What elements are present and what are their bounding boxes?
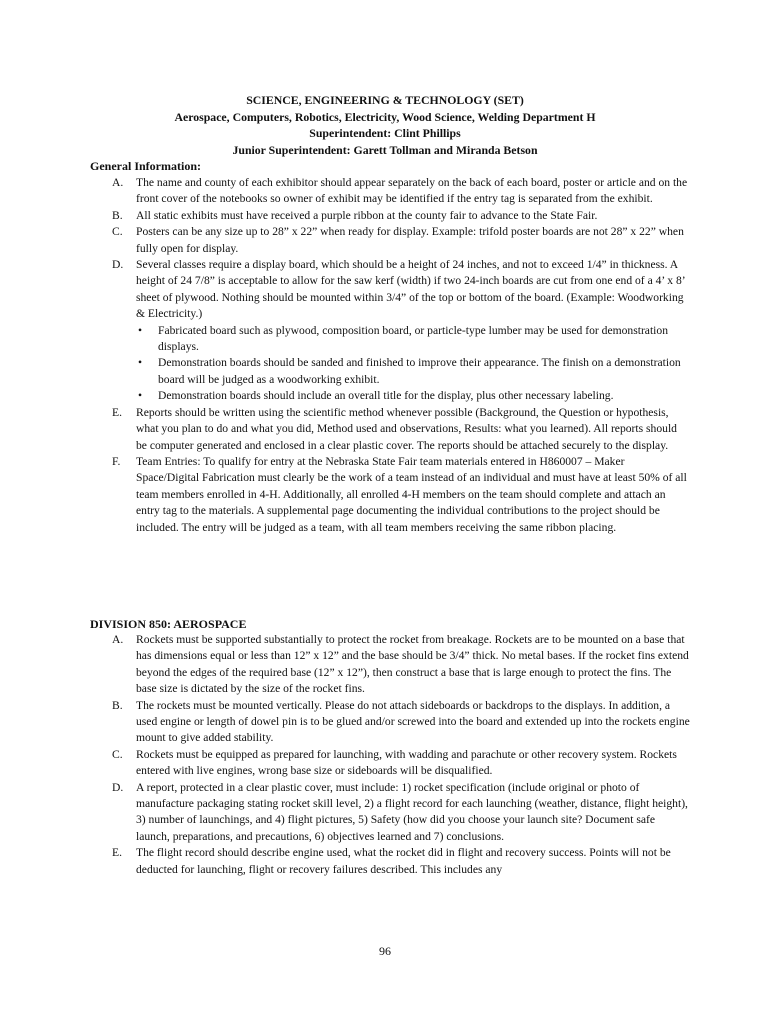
- list-item-text: The name and county of each exhibitor should appear separately on the back of each board, poster or article and on the front cover of the notebooks so owner of exhibit may be identified if the entry tag is separated from the exhibit.: [136, 176, 688, 206]
- list-marker: E.: [112, 405, 122, 419]
- list-item: [90, 405, 690, 454]
- list-item: [90, 175, 690, 208]
- bullet-item: [136, 355, 690, 388]
- list-item: [90, 208, 690, 224]
- header-junior-superintendent: Junior Superintendent: Garett Tollman and Miranda Betson: [232, 142, 538, 157]
- list-item: [90, 454, 690, 536]
- list-item-text: Reports should be written using the scientific method whenever possible (Background, the Question or hypothesis, what you plan to do and what you did, Method used and observations, Results: what you learned). All reports should be computer generated and enclosed in a clear plastic cover. The reports should be attached securely to the display.: [136, 405, 677, 452]
- list-item: [90, 780, 690, 846]
- list-marker: A.: [112, 176, 124, 189]
- list-item-text: Team Entries: To qualify for entry at the Nebraska State Fair team materials entered in H860007 – Maker Space/Digital Fabrication must clearly be the work of a team instead of an individual and must have at least 50% of all team members enrolled in 4-H. Additionally, all enrolled 4-H members on the team should complete and attach an entry tag to the materials. A supplemental page documenting the individual contributions to the project should be included. The entry will be judged as a team, with all team members receiving the same ribbon placing.: [136, 454, 687, 534]
- bullet-text: Fabricated board such as plywood, composition board, or particle-type lumber may be used for demonstration displays.: [158, 323, 668, 354]
- list-marker: D.: [112, 258, 124, 272]
- list-item-text: Rockets must be supported substantially to protect the rocket from breakage. Rockets are to be mounted on a base that has dimensions equal or less than 12” x 12” and the base should be 3/4” thick. No metal bases. If the rocket fins extend beyond the edges of the required base (12” x 12”), then construct a base that is large enough to protect the fins. The base size is dictated by the size of the rocket fins.: [136, 633, 689, 696]
- list-marker: C.: [112, 747, 123, 761]
- list-item-text: All static exhibits must have received a purple ribbon at the county fair to advance to the State Fair.: [136, 208, 598, 222]
- list-item-text: Posters can be any size up to 28” x 22” when ready for display. Example: trifold poster boards are not 28” x 22” when fully open for display.: [136, 225, 684, 255]
- list-item: [90, 224, 690, 257]
- bullet-item: [136, 323, 690, 356]
- list-marker: C.: [112, 225, 123, 239]
- general-information-heading: General Information:: [90, 159, 201, 173]
- bullet-text: Demonstration boards should include an overall title for the display, plus other necessary labeling.: [158, 389, 614, 403]
- list-item-text: Several classes require a display board, which should be a height of 24 inches, and not to exceed 1/4” in thickness. A height of 24 7/8” is acceptable to allow for the saw kerf (width) if two 24-inch boards are cut from one end of a 4’ x 8’ sheet of plywood. Nothing should be mounted within 3/4” of the top or bottom of the board. (Example: Woodworking & Electricity.): [136, 258, 685, 321]
- bullet-text: Demonstration boards should be sanded and finished to improve their appearance. The finish on a demonstration board will be judged as a woodworking exhibit.: [158, 356, 681, 386]
- list-item: [90, 632, 690, 698]
- list-marker: A.: [112, 633, 124, 646]
- list-item-text: Rockets must be equipped as prepared for launching, with wadding and parachute or other recovery system. Rockets entered with live engines, wrong base size or sideboards will be disqualified.: [136, 747, 677, 778]
- list-marker: B.: [112, 208, 123, 222]
- division-heading: DIVISION 850: AEROSPACE: [90, 617, 247, 631]
- bullet-icon: •: [138, 323, 143, 337]
- list-marker: E.: [112, 846, 122, 860]
- division-list: [90, 632, 690, 878]
- list-item: [90, 698, 690, 747]
- list-marker: F.: [112, 454, 121, 468]
- document-header: [0, 92, 770, 158]
- general-information-list: [90, 175, 690, 536]
- list-item: [90, 845, 690, 878]
- header-title: SCIENCE, ENGINEERING & TECHNOLOGY (SET): [246, 93, 524, 107]
- header-subtitle: Aerospace, Computers, Robotics, Electricity, Wood Science, Welding Department H: [174, 109, 596, 124]
- bullet-icon: •: [138, 356, 143, 370]
- list-item-text: A report, protected in a clear plastic cover, must include: 1) rocket specification (include original or photo of manufacture packaging stating rocket skill level, 2) a flight record for each launching (weather, distance, flight height), 3) number of launchings, and 4) flight pictures, 5) Safety (how did you choose your launch site? Document safe launch, preparations, and precautions, 6) objectives learned and 7) conclusions.: [136, 780, 688, 843]
- bullet-list: [136, 323, 690, 405]
- list-item: [90, 747, 690, 780]
- page-number: 96: [379, 944, 391, 958]
- header-superintendent: Superintendent: Clint Phillips: [309, 126, 461, 140]
- list-marker: B.: [112, 698, 123, 712]
- list-item-text: The flight record should describe engine used, what the rocket did in flight and recovery success. Points will not be deducted for launching, flight or recovery failures described. This includes any: [136, 846, 671, 876]
- list-item: [90, 257, 690, 405]
- bullet-item: [136, 388, 690, 404]
- list-marker: D.: [112, 780, 124, 794]
- bullet-icon: •: [138, 389, 143, 403]
- list-item-text: The rockets must be mounted vertically. Please do not attach sideboards or backdrops to the displays. In addition, a used engine or length of dowel pin is to be glued and/or screwed into the board and extended up into the rockets engine mount to give added stability.: [136, 698, 690, 745]
